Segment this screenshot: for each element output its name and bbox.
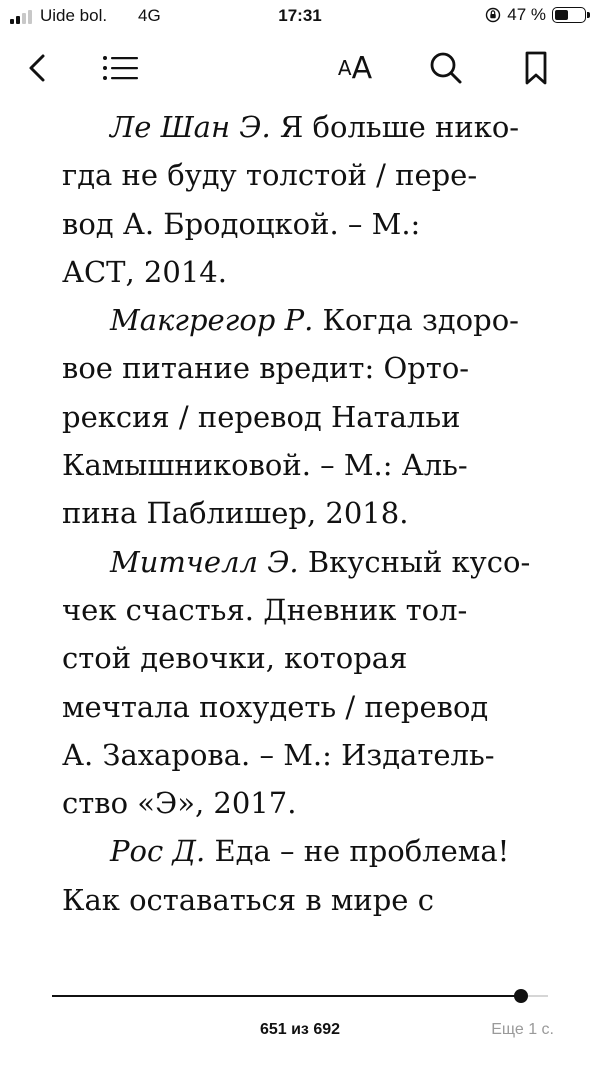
font-large-label: A xyxy=(351,50,373,86)
font-small-label: A xyxy=(337,56,352,80)
carrier-name: Uide bol. xyxy=(40,6,108,25)
entry-author: Ле Шан Э. xyxy=(110,110,271,144)
entry-author: Митчелл Э. xyxy=(110,544,299,579)
bibliography-entry: Рос Д. Еда – не проблема! Как оставаться в мире с xyxy=(62,834,510,917)
bibliography-entry: Макгрегор Р. Когда здоро- вое питание вредит: Орто- рексия / перевод Натальи Камышниковой. – М.: Аль- пина Паблишер, 2018. xyxy=(62,303,519,531)
pages-remaining: Еще 1 с. xyxy=(491,1021,554,1038)
font-settings-button[interactable] xyxy=(330,46,380,90)
battery-icon xyxy=(552,7,586,23)
book-page-content xyxy=(62,103,542,924)
orientation-lock-icon xyxy=(485,7,501,23)
clock: 17:31 xyxy=(278,6,322,25)
reader-toolbar xyxy=(0,38,600,100)
bookmark-button[interactable] xyxy=(514,46,558,90)
progress-handle[interactable] xyxy=(514,989,528,1003)
chevron-left-icon xyxy=(26,53,50,83)
list-icon xyxy=(102,54,138,82)
search-icon xyxy=(429,51,463,85)
progress-fill xyxy=(52,995,521,997)
bookmark-icon xyxy=(524,50,548,86)
page-counter: 651 из 692 xyxy=(259,1021,341,1038)
reading-progress-slider[interactable] xyxy=(52,995,548,997)
battery-percent: 47 % xyxy=(507,5,546,24)
status-bar xyxy=(0,0,600,36)
entry-author: Макгрегор Р. xyxy=(110,303,314,338)
back-button[interactable] xyxy=(16,46,60,90)
bibliography-entry: Митчелл Э. Вкусный кусо- чек счастья. Дневник тол- стой девочки, которая мечтала похудеть / перевод А. Захарова. – М.: Издатель- ство «Э», 2017. xyxy=(62,544,531,821)
search-button[interactable] xyxy=(424,46,468,90)
network-type: 4G xyxy=(138,6,161,25)
entry-author: Рос Д. xyxy=(110,834,206,869)
bibliography-entry: Ле Шан Э. Я больше нико- гда не буду толстой / пере- вод А. Бродоцкой. – М.: АСТ, 2014. xyxy=(62,110,520,289)
table-of-contents-button[interactable] xyxy=(98,46,142,90)
